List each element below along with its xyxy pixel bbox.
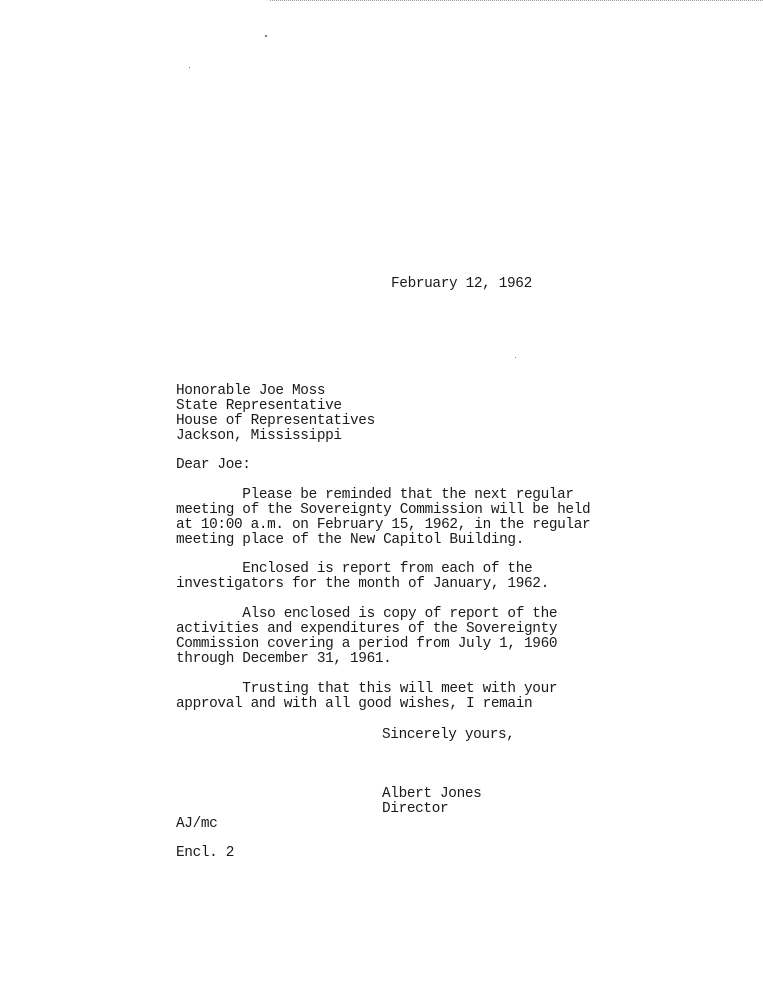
paragraph-line: Commission covering a period from July 1, 1960 (176, 636, 558, 652)
paragraph-line: meeting of the Sovereignty Commission will be held (176, 502, 591, 518)
recipient-title: State Representative (176, 398, 342, 414)
paragraph-line: Also enclosed is copy of report of the (176, 606, 558, 622)
signer-name: Albert Jones (382, 786, 482, 802)
paragraph-line: through December 31, 1961. (176, 651, 392, 667)
letter-date: February 12, 1962 (391, 276, 532, 292)
paragraph-line: activities and expenditures of the Sovereignty (176, 621, 558, 637)
paragraph-line: meeting place of the New Capitol Building. (176, 532, 525, 548)
paragraph-line: investigators for the month of January, 1962. (176, 576, 549, 592)
recipient-office: House of Representatives (176, 413, 375, 429)
recipient-city: Jackson, Mississippi (176, 428, 342, 444)
closing: Sincerely yours, (382, 727, 515, 743)
paragraph-line: approval and with all good wishes, I remain (176, 696, 533, 712)
paper-speck (515, 357, 516, 358)
paper-speck (265, 35, 267, 37)
typist-initials: AJ/mc (176, 816, 218, 832)
salutation: Dear Joe: (176, 457, 251, 473)
recipient-name: Honorable Joe Moss (176, 383, 326, 399)
paragraph-line: Enclosed is report from each of the (176, 561, 533, 577)
signer-title: Director (382, 801, 449, 817)
paragraph-line: Trusting that this will meet with your (176, 681, 558, 697)
paper-speck (189, 67, 190, 68)
paragraph-line: Please be reminded that the next regular (176, 487, 574, 503)
page-top-edge (270, 0, 763, 1)
enclosure-note: Encl. 2 (176, 845, 235, 861)
paragraph-line: at 10:00 a.m. on February 15, 1962, in the regular (176, 517, 591, 533)
